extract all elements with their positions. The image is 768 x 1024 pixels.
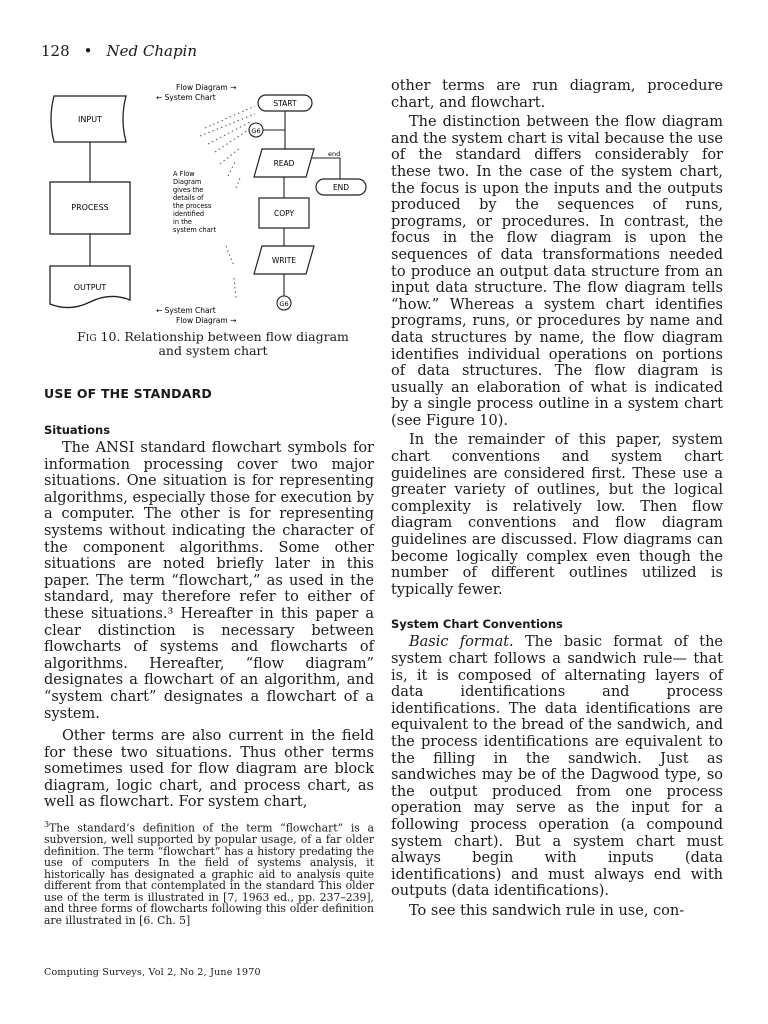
- running-head: [41, 42, 197, 60]
- output-label: OUTPUT: [73, 283, 107, 292]
- top-label-system-chart: ← System Chart: [156, 93, 216, 102]
- paragraph-other-terms: Other terms are also current in the field for these two situations. Thus other terms sometimes used for flow diagram are block diagram, logic chart, and process chart, as well as flowchart. For system chart,: [44, 728, 374, 811]
- subheading-situations: Situations: [44, 423, 111, 437]
- basic-format-lead: Basic format.: [409, 634, 514, 651]
- figure-10: [40, 78, 380, 328]
- annotation-text: [173, 170, 216, 234]
- right-column: [391, 78, 723, 920]
- svg-text:system chart: system chart: [173, 226, 217, 234]
- footnote-marker: 3: [44, 820, 50, 830]
- paragraph-remainder: In the remainder of this paper, system chart conventions and system chart guidelines are considered first. These use a greater variety of outlines, but the logical complexity is relatively low. Then flow diagram conventions and flow diagram guidelines are discussed. Flow diagrams can become logically complex even though the number of different outlines utilized is typically fewer.: [391, 432, 723, 598]
- paragraph-basic-format: [391, 634, 723, 900]
- start-label: START: [273, 99, 297, 108]
- process-label: PROCESS: [71, 203, 109, 212]
- section-heading: USE OF THE STANDARD: [44, 386, 212, 401]
- footnote: [44, 819, 374, 926]
- write-label: WRITE: [271, 256, 297, 265]
- footer-citation: Computing Surveys, Vol 2, No 2, June 1970: [44, 967, 261, 978]
- caption-line-2: and system chart: [158, 343, 268, 358]
- separator-dot: •: [83, 42, 93, 60]
- connector-g6-bottom-label: G6: [279, 300, 289, 308]
- page-number: 128: [41, 42, 70, 60]
- author-name: Ned Chapin: [106, 42, 198, 60]
- paragraph-continued: other terms are run diagram, procedure chart, and flowchart.: [391, 78, 723, 111]
- connector-g6-top-label: G6: [251, 127, 261, 135]
- input-label: INPUT: [78, 115, 102, 124]
- footnote-text: The standard’s definition of the term “flowchart” is a subversion, well supported by popular usage, of a far older definition. The term “flowchart” has a history predating the use of computers In the field of systems analysis, it historically has designated a graphic aid to analysis quite different from that contemplated in the standard This older use of the term is illustrated in [7, 1963 ed., pp. 237–239], and three forms of flowcharts following this older definition are illustrated in [6. Ch. 5]: [44, 821, 374, 927]
- svg-text:in the: in the: [173, 218, 192, 226]
- paragraph-situations: The ANSI standard flowchart symbols for information processing cover two major situations. One situation is for representing algorithms, especially those for execution by a computer. The other is for representing systems without indicating the character of the component algorithms. Some other situations are noted briefly later in this paper. The term “flowchart,” as used in the standard, may therefore refer to either of these situations.³ Hereafter in this paper a clear distinction is necessary between flowcharts of systems and flowcharts of algorithms. Hereafter, “flow diagram” designates a flowchart of an algorithm, and “system chart” designates a flowchart of a system.: [44, 440, 374, 722]
- read-label: READ: [273, 159, 295, 168]
- end-branch-label: end: [328, 150, 341, 158]
- bottom-label-system-chart: ← System Chart: [156, 306, 216, 315]
- caption-line-1: Relationship between flow diagram: [124, 329, 349, 344]
- paragraph-distinction: The distinction between the flow diagram and the system chart is vital because the use of the standard differs considerably for these two. In the case of the system chart, the focus is upon the inputs and the outputs produced by the sequences of runs, programs, or procedures. In contrast, the focus in the flow diagram is upon the sequences of data transformations needed to produce an output data structure from an input data structure. The flow diagram tells “how.” Whereas a system chart identifies programs, runs, or procedures by name and data structures by name, the flow diagram identifies individual operations on portions of data structures. The flow diagram is usually an elaboration of what is indicated by a single process outline in a system chart (see Figure 10).: [391, 114, 723, 429]
- svg-text:details of: details of: [173, 194, 204, 202]
- svg-text:Diagram: Diagram: [173, 178, 202, 186]
- paragraph-sandwich: To see this sandwich rule in use, con-: [409, 902, 685, 919]
- bottom-label-flow-diagram: Flow Diagram →: [176, 316, 237, 325]
- left-column: [44, 372, 374, 926]
- copy-label: COPY: [273, 209, 295, 218]
- svg-text:gives the: gives the: [173, 186, 204, 194]
- end-terminal-label: END: [332, 183, 350, 192]
- basic-format-text: The basic format of the system chart follows a sandwich rule— that is, it is composed of alternating layers of data identifications and process identifications. The data identifications are equivalent to the bread of the sandwich, and the process identifications are equivalent to the filling in the sandwich. Just as sandwiches may be of the Dagwood type, so the output produced from one process operation may serve as the input for a following process operation (a compound system chart). But a system chart must always begin with inputs (data identifications) and must always end with outputs (data identifications).: [391, 634, 724, 900]
- svg-text:the process: the process: [173, 202, 212, 210]
- top-label-flow-diagram: Flow Diagram →: [176, 83, 237, 92]
- svg-text:identified: identified: [173, 210, 205, 218]
- subheading-system-chart-conventions: System Chart Conventions: [391, 617, 563, 632]
- figure-caption: [58, 330, 368, 358]
- svg-text:A Flow: A Flow: [173, 170, 195, 178]
- figure-label: Fig 10.: [77, 329, 121, 344]
